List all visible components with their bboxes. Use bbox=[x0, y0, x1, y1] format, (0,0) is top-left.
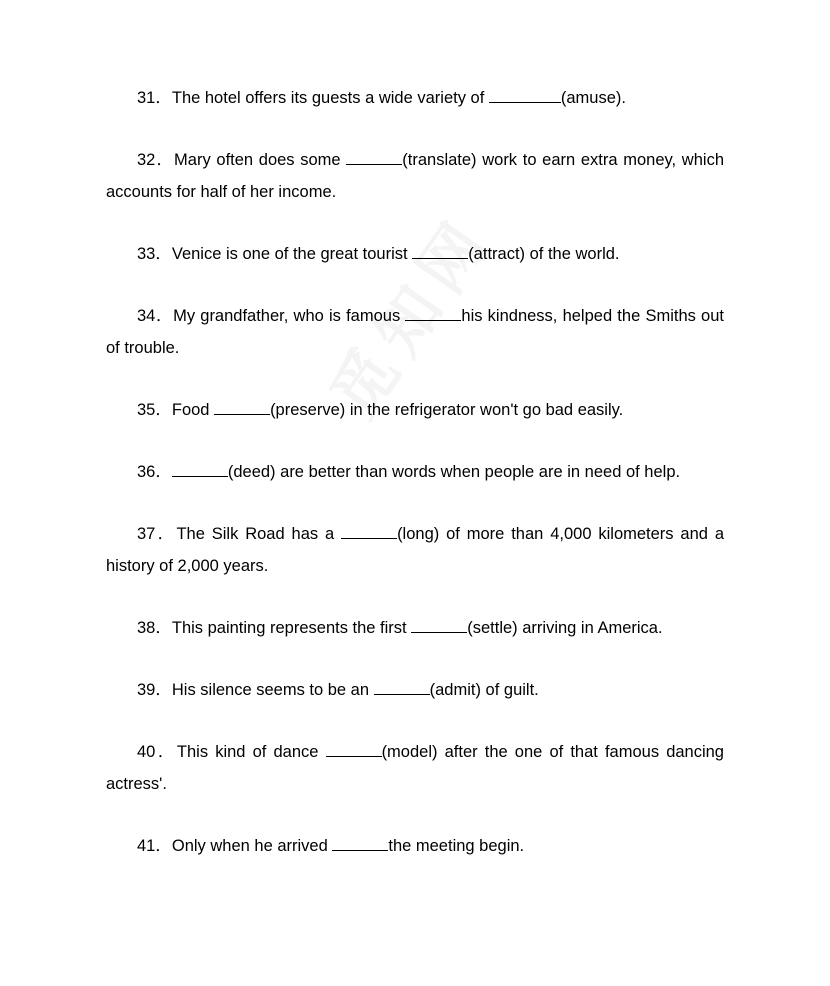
answer-blank bbox=[412, 244, 468, 259]
question-text-after: (long) of more than 4,000 kilometers and a history of 2,000 years. bbox=[106, 525, 725, 575]
answer-blank bbox=[341, 524, 397, 539]
question-text-after: (preserve) in the refrigerator won't go bad easily. bbox=[270, 401, 624, 419]
question-text-after: the meeting begin. bbox=[388, 837, 525, 855]
question-40 bbox=[106, 736, 724, 800]
question-text-before: This kind of dance bbox=[176, 743, 326, 761]
question-37 bbox=[106, 518, 724, 582]
question-text-after: (deed) are better than words when people are in need of help. bbox=[227, 463, 681, 481]
answer-blank bbox=[489, 88, 561, 103]
question-text-after: (translate) work to earn extra money, which accounts for half of her income. bbox=[106, 151, 724, 201]
question-text-after: (settle) arriving in America. bbox=[467, 619, 663, 637]
question-34 bbox=[106, 300, 724, 364]
question-35 bbox=[106, 394, 724, 426]
question-32 bbox=[106, 144, 724, 208]
question-number: 38． bbox=[137, 619, 172, 637]
question-text-after: (amuse). bbox=[560, 89, 626, 107]
question-text-before: Mary often does some bbox=[174, 151, 347, 169]
question-33 bbox=[106, 238, 724, 270]
question-number: 39． bbox=[137, 681, 172, 699]
question-number: 35． bbox=[137, 401, 172, 419]
question-text-before: His silence seems to be an bbox=[171, 681, 374, 699]
answer-blank bbox=[405, 306, 461, 321]
question-39 bbox=[106, 674, 724, 706]
question-text-after: (attract) of the world. bbox=[468, 245, 620, 263]
question-31 bbox=[106, 82, 724, 114]
question-text-before: The Silk Road has a bbox=[176, 525, 342, 543]
question-text-before: The hotel offers its guests a wide variety of bbox=[171, 89, 489, 107]
question-41 bbox=[106, 830, 724, 862]
question-text-after: (admit) of guilt. bbox=[429, 681, 539, 699]
question-text-before: Venice is one of the great tourist bbox=[171, 245, 413, 263]
answer-blank bbox=[346, 150, 402, 165]
question-text-after: his kindness, helped the Smiths out of trouble. bbox=[106, 307, 724, 357]
question-number: 34． bbox=[137, 307, 174, 325]
question-number: 33． bbox=[137, 245, 172, 263]
question-number: 41． bbox=[137, 837, 172, 855]
question-text-before: My grandfather, who is famous bbox=[173, 307, 406, 325]
question-number: 37． bbox=[137, 525, 177, 543]
answer-blank bbox=[326, 742, 382, 757]
answer-blank bbox=[172, 462, 228, 477]
question-number: 32． bbox=[137, 151, 175, 169]
answer-blank bbox=[411, 618, 467, 633]
question-text-after: (model) after the one of that famous dancing actress'. bbox=[106, 743, 724, 793]
question-text-before: Food bbox=[171, 401, 215, 419]
answer-blank bbox=[374, 680, 430, 695]
question-36 bbox=[106, 456, 724, 488]
question-number: 40． bbox=[137, 743, 177, 761]
question-number: 36． bbox=[137, 463, 172, 481]
question-text-before: This painting represents the first bbox=[171, 619, 412, 637]
answer-blank bbox=[332, 836, 388, 851]
answer-blank bbox=[214, 400, 270, 415]
question-text-before: Only when he arrived bbox=[171, 837, 333, 855]
question-38 bbox=[106, 612, 724, 644]
question-number: 31． bbox=[137, 89, 172, 107]
